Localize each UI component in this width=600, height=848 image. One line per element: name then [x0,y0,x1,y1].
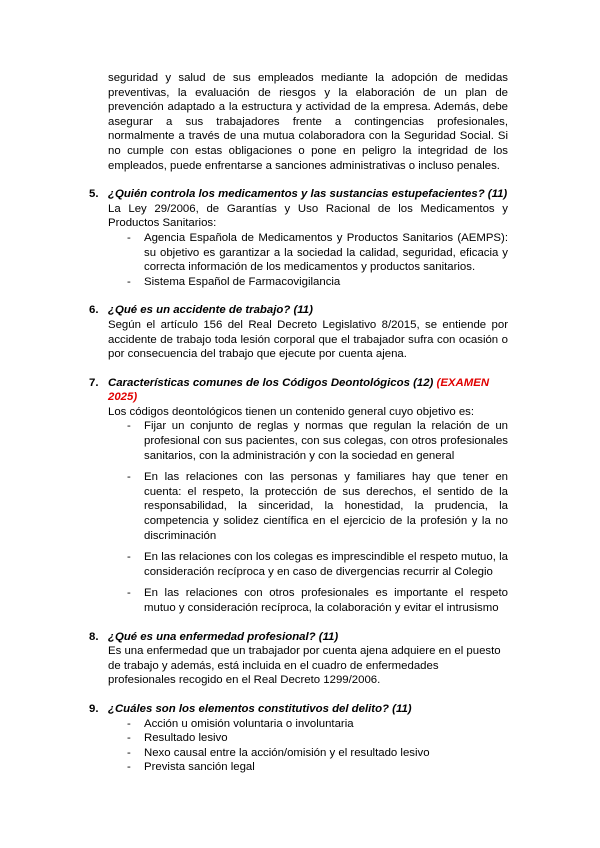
question-title: ¿Quién controla los medicamentos y las sustancias estupefacientes? (11) [108,188,508,201]
list-item: - Sistema Español de Farmacovigilancia [108,275,508,290]
question-heading [89,702,508,717]
list-item: - En las relaciones con las personas y familiares hay que tener en cuenta: el respeto, la protección de sus derechos, el sentido de la responsabilidad, la sinceridad, la honestidad, la prudencia, la competencia y solidez científica en el ejercicio de la profesión y la no discriminación [108,470,508,543]
list-item: - Prevista sanción legal [108,760,508,775]
list-item: - Agencia Española de Medicamentos y Productos Sanitarios (AEMPS): su objetivo es garantizar a la sociedad la calidad, seguridad, eficacia y correcta información de los medicamentos y productos sanitarios. [108,231,508,275]
answer-list [108,231,508,289]
question-heading [89,376,508,405]
question-number: 7. [89,376,99,389]
list-item: - En las relaciones con otros profesionales es importante el respeto mutuo y consideración recíproca, la colaboración y evitar el intrusismo [108,586,508,615]
answer-list [108,419,508,615]
list-item: - Fijar un conjunto de reglas y normas que regulan la relación de un profesional con sus pacientes, con sus colegas, con otros profesionales sanitarios, con la administración y con la sociedad en general [108,419,508,463]
question-title: ¿Qué es una enfermedad profesional? (11) [108,630,339,643]
question-title: ¿Cuáles son los elementos constitutivos del delito? (11) [108,702,412,715]
question-title: ¿Qué es un accidente de trabajo? (11) [108,304,313,317]
exam-tag: (EXAMEN 2025) [108,376,490,404]
question-heading [89,187,508,202]
question-number: 6. [89,304,99,317]
intro-paragraph: seguridad y salud de sus empleados mediante la adopción de medidas preventivas, la evaluación de riesgos y la elaboración de un plan de prevención adaptado a la estructura y actividad de la empresa. Además, debe asegurar a sus trabajadores frente a contingencias profesionales, normalmente a través de una mutua colaboradora con la Seguridad Social. Si no cumple con estas obligaciones o pone en peligro la integridad de los empleados, puede enfrentarse a sanciones administrativas o incluso penales. [108,72,508,172]
list-item: - Nexo causal entre la acción/omisión y el resultado lesivo [108,746,508,761]
question-title: Características comunes de los Códigos Deontológicos (12) [108,376,434,389]
section-5 [0,187,600,289]
question-number: 9. [89,702,99,715]
section-6 [0,303,600,361]
list-item: - En las relaciones con los colegas es imprescindible el respeto mutuo, la consideración recíproca y en caso de divergencias recurrir al Colegio [108,550,508,579]
answer-text: Según el artículo 156 del Real Decreto Legislativo 8/2015, se entiende por accidente de trabajo toda lesión corporal que el trabajador sufra con ocasión o por consecuencia del trabajo que ejecute por cuenta ajena. [108,318,508,361]
question-number: 8. [89,630,99,643]
question-number: 5. [89,188,99,201]
list-item: - Resultado lesivo [108,731,508,746]
list-item: - Acción u omisión voluntaria o involuntaria [108,717,508,732]
section-7 [0,376,600,616]
answer-text: Los códigos deontológicos tienen un contenido general cuyo objetivo es: [108,405,475,418]
question-heading [89,630,508,645]
section-9 [0,702,600,775]
answer-text: Es una enfermedad que un trabajador por cuenta ajena adquiere en el puesto de trabajo y además, está incluida en el cuadro de enfermedades profesionales recogido en el Real Decreto 1299/2006. [108,645,501,687]
answer-list [108,717,508,775]
answer-text: La Ley 29/2006, de Garantías y Uso Racional de los Medicamentos y Productos Sanitarios: [108,202,508,230]
question-heading [89,303,508,318]
section-8 [0,630,600,688]
